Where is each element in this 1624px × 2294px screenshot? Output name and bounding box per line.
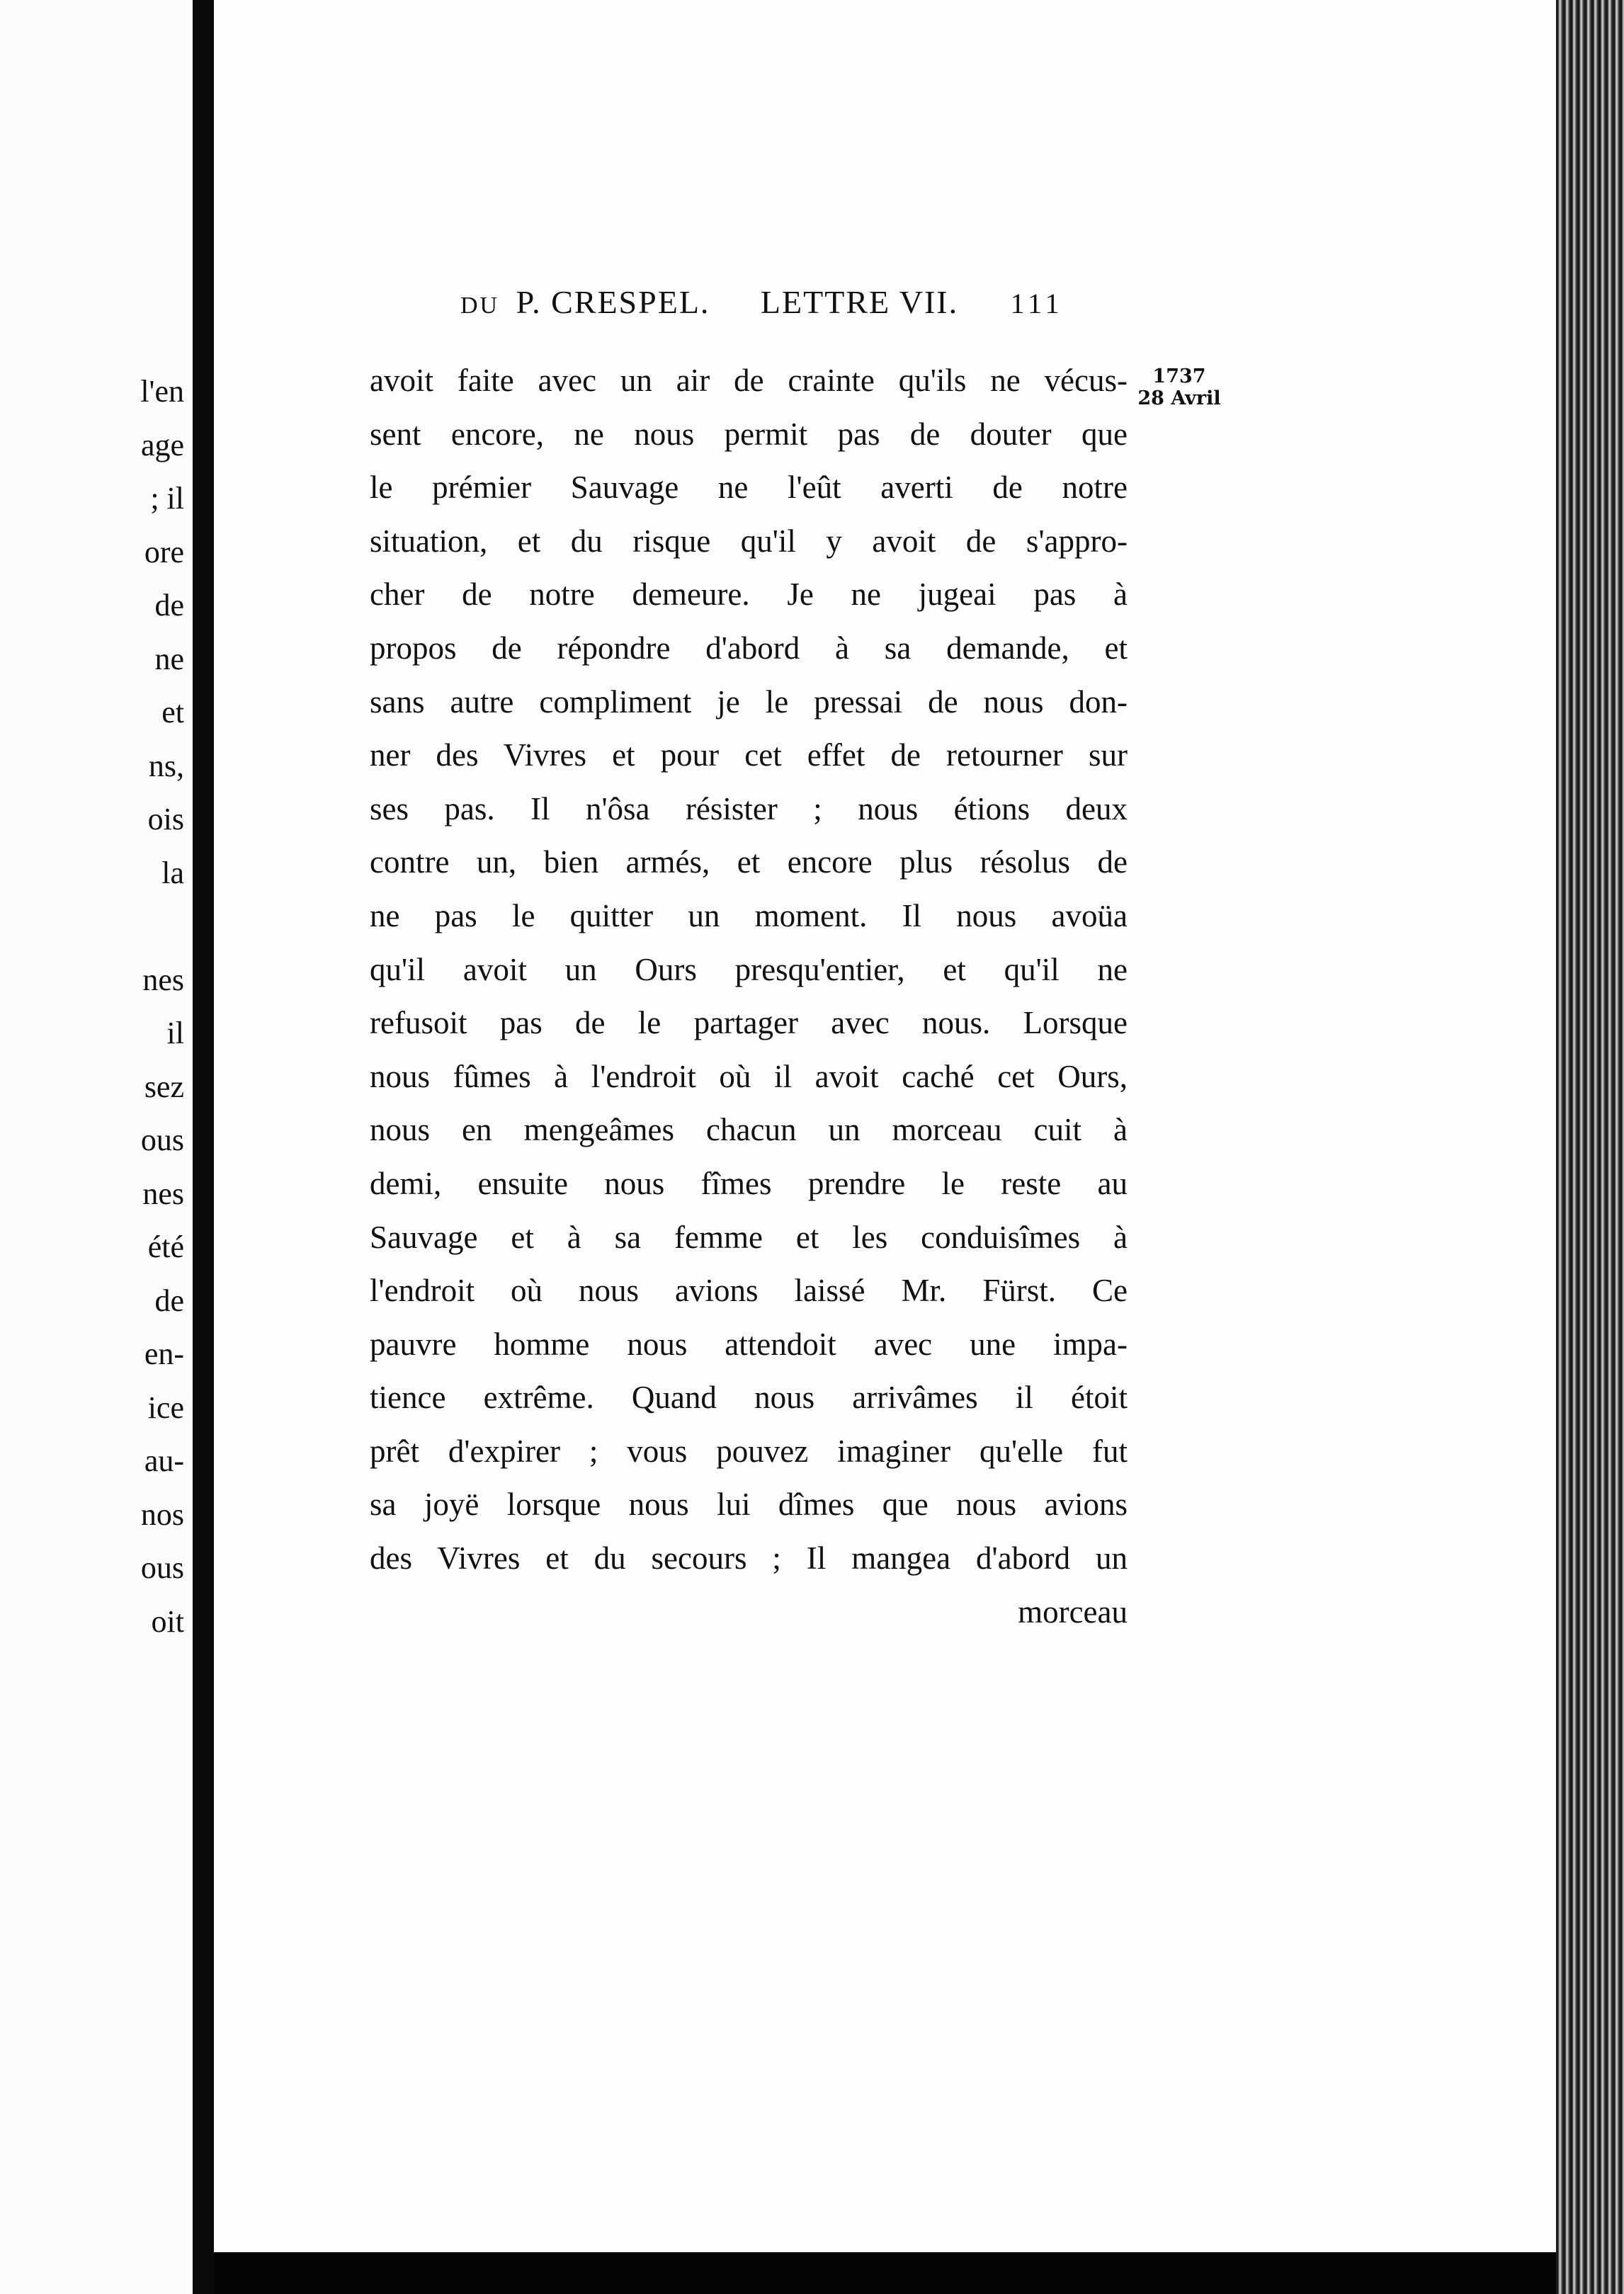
- book-gutter: [193, 0, 214, 2294]
- text-line: demi, ensuite nous fîmes prendre le reste au: [370, 1165, 1128, 1201]
- margin-date-note: [1133, 365, 1225, 409]
- edge-fragment: été: [147, 1230, 184, 1264]
- edge-fragment: sez: [144, 1069, 184, 1104]
- edge-fragment: au-: [144, 1443, 184, 1478]
- edge-fragment: oit: [151, 1603, 184, 1639]
- edge-fragment: ; il: [150, 481, 184, 516]
- edge-fragment: de: [154, 1283, 184, 1318]
- edge-fragment: nos: [140, 1497, 184, 1532]
- running-head-letter: LETTRE VII.: [760, 284, 959, 320]
- edge-fragment: ns,: [148, 748, 184, 783]
- text-line: le prémier Sauvage ne l'eût averti de notre: [370, 470, 1128, 506]
- running-head-author: P. CRESPEL.: [516, 284, 710, 320]
- text-line: sent encore, ne nous permit pas de douter que: [370, 416, 1128, 452]
- edge-fragment: ore: [144, 534, 184, 569]
- text-line: contre un, bien armés, et encore plus résolus de: [370, 844, 1128, 880]
- running-head: [460, 283, 1119, 321]
- text-line: des Vivres et du secours ; Il mangea d'abord un: [370, 1540, 1128, 1577]
- text-line: refusoit pas de le partager avec nous. Lorsque: [370, 1005, 1128, 1041]
- previous-page: [0, 0, 193, 2294]
- text-line: l'endroit où nous avions laissé Mr. Fürst. Ce: [370, 1273, 1128, 1309]
- text-line: Sauvage et à sa femme et les conduisîmes à: [370, 1219, 1128, 1255]
- edge-fragment: nes: [142, 1176, 184, 1211]
- text-line: ses pas. Il n'ôsa résister ; nous étions deux: [370, 790, 1128, 827]
- text-line: ner des Vivres et pour cet effet de retourner sur: [370, 737, 1128, 773]
- edge-fragment: en-: [144, 1336, 184, 1371]
- text-line: morceau: [1018, 1594, 1128, 1630]
- text-line: prêt d'expirer ; vous pouvez imaginer qu'elle fut: [370, 1433, 1128, 1469]
- edge-fragment: et: [161, 695, 184, 729]
- edge-fragment: ois: [147, 802, 184, 836]
- edge-fragment: nes: [142, 962, 184, 997]
- previous-page-edge-text: [140, 365, 184, 1648]
- text-line: pauvre homme nous attendoit avec une impa-: [370, 1326, 1128, 1362]
- text-line: tience extrême. Quand nous arrivâmes il étoit: [370, 1380, 1128, 1416]
- edge-fragment: l'en: [140, 374, 184, 409]
- edge-fragment: age: [140, 427, 184, 462]
- text-line: nous en mengeâmes chacun un morceau cuit à: [370, 1112, 1128, 1148]
- edge-fragment: ous: [140, 1550, 184, 1585]
- margin-date: 28 Avril: [1137, 387, 1221, 409]
- edge-fragment: il: [166, 1016, 184, 1050]
- edge-fragment: la: [161, 855, 184, 890]
- text-line: cher de notre demeure. Je ne jugeai pas à: [370, 577, 1128, 613]
- edge-fragment: ne: [154, 641, 184, 676]
- body-text: [370, 354, 1128, 1639]
- margin-year: 1737: [1152, 365, 1206, 387]
- running-head-prefix: DU: [460, 293, 500, 319]
- text-line: sa joyë lorsque nous lui dîmes que nous avions: [370, 1487, 1128, 1523]
- text-line: sans autre compliment je le pressai de nous don-: [370, 683, 1128, 720]
- text-line: nous fûmes à l'endroit où il avoit caché cet Ours,: [370, 1058, 1128, 1094]
- edge-fragment: de: [154, 588, 184, 623]
- text-line: qu'il avoit un Ours presqu'entier, et qu'il ne: [370, 951, 1128, 987]
- edge-fragment: ous: [140, 1123, 184, 1157]
- edge-fragment: [140, 899, 184, 953]
- scan-bottom-border: [214, 2252, 1556, 2294]
- page-stack-edges: [1556, 0, 1624, 2294]
- text-line: ne pas le quitter un moment. Il nous avoüa: [370, 897, 1128, 933]
- edge-fragment: ice: [147, 1390, 184, 1425]
- text-line: propos de répondre d'abord à sa demande, et: [370, 630, 1128, 666]
- page-number: 111: [1010, 288, 1064, 319]
- text-line: situation, et du risque qu'il y avoit de s'appro-: [370, 523, 1128, 559]
- text-line: avoit faite avec un air de crainte qu'ils ne vécus-: [370, 363, 1128, 398]
